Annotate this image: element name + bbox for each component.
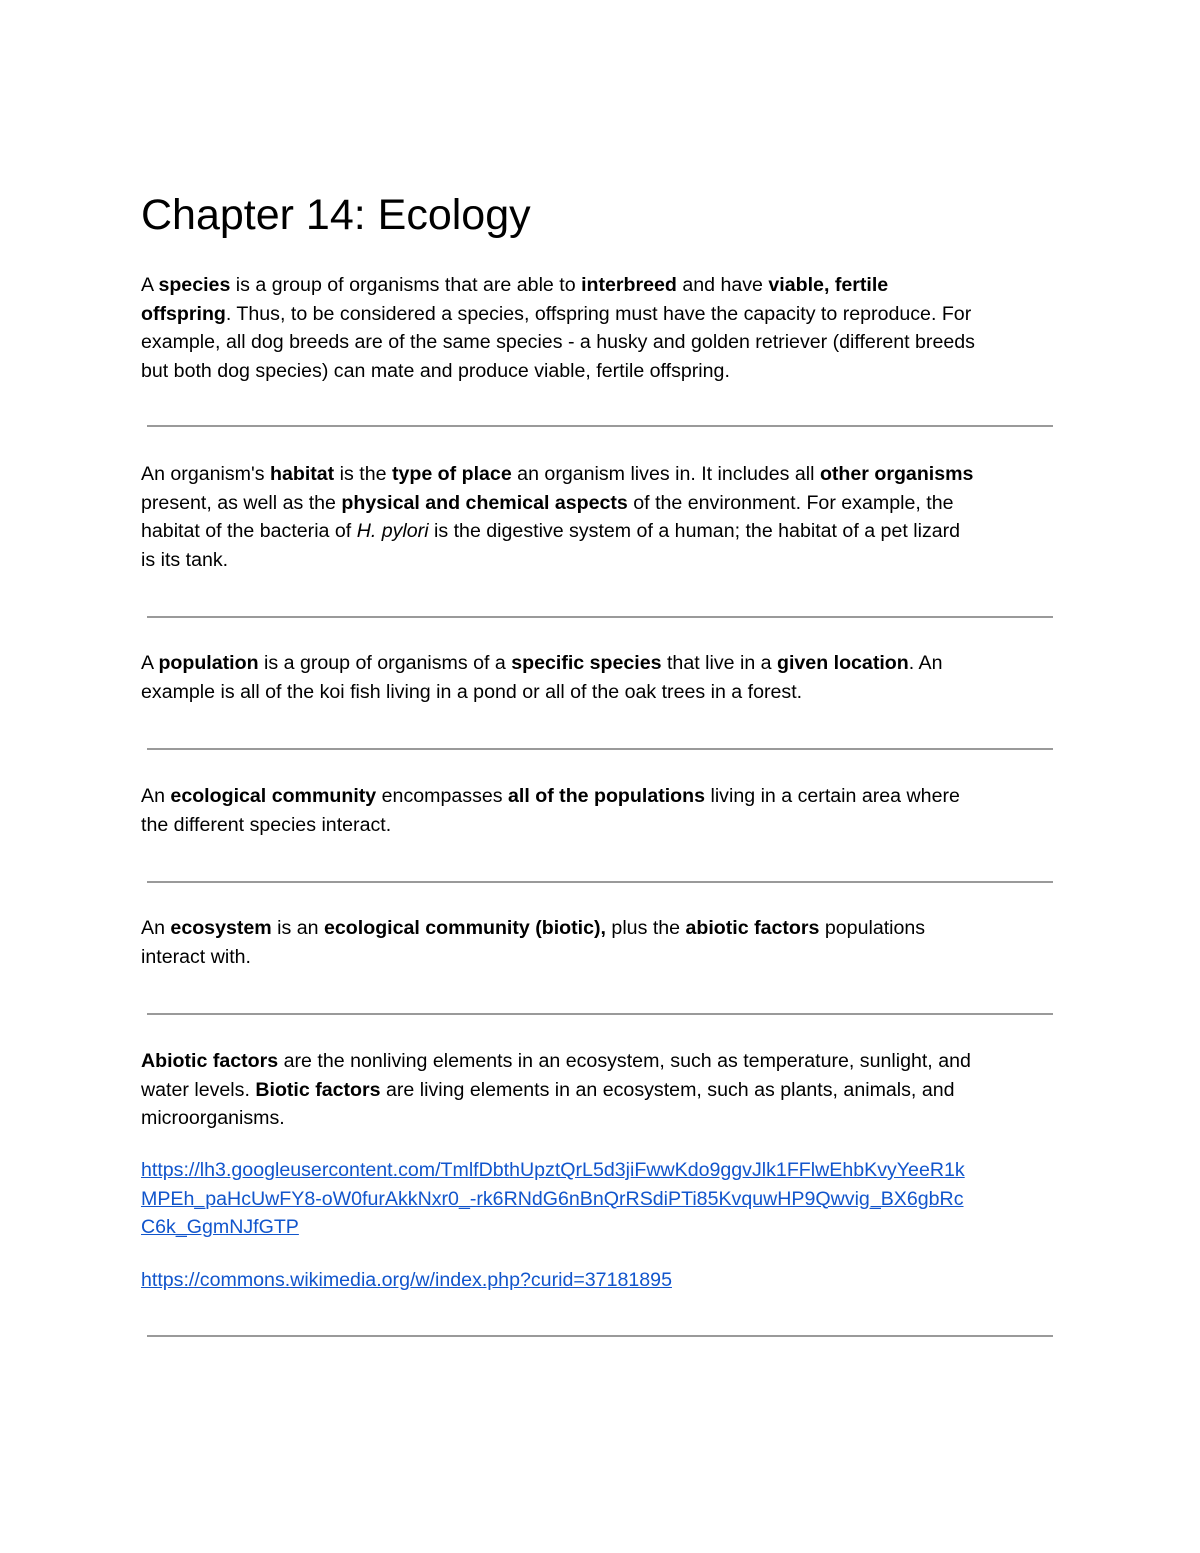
text-run: . Thus, to be considered a species, offspring must have the capacity to reproduce. For <box>225 302 972 325</box>
text-line: is its tank. <box>141 549 229 572</box>
text-line <box>141 489 1071 518</box>
text-line <box>141 1047 1071 1076</box>
text-line: but both dog species) can mate and produce viable, fertile offspring. <box>141 360 730 383</box>
section-divider <box>147 1013 1053 1015</box>
text-line <box>141 300 1071 329</box>
link-line[interactable]: C6k_GgmNJfGTP <box>141 1216 299 1239</box>
species-paragraph <box>141 271 1071 386</box>
term-viable-fertile: viable, fertile <box>768 274 889 296</box>
section-divider <box>147 616 1053 618</box>
text-line <box>141 517 1071 546</box>
term-species: species <box>158 274 231 296</box>
text-line: example, all dog breeds are of the same species - a husky and golden retriever (different breeds <box>141 331 975 354</box>
term-h-pylori: H. pylori <box>356 520 429 543</box>
text-run: is an <box>271 917 325 939</box>
text-run: is the <box>334 463 392 485</box>
term-all-populations: all of the populations <box>508 785 706 807</box>
text-run: encompasses <box>376 785 508 807</box>
text-run: habitat of the bacteria of <box>141 520 357 543</box>
text-run: of the environment. For example, the <box>627 491 954 514</box>
term-other-organisms: other organisms <box>819 463 974 485</box>
page-title: Chapter 14: Ecology <box>141 191 531 239</box>
term-habitat: habitat <box>269 463 335 485</box>
factors-paragraph <box>141 1047 1071 1133</box>
section-divider <box>147 1335 1053 1337</box>
term-type-of-place: type of place <box>391 463 512 485</box>
text-line <box>141 782 1071 811</box>
image-source-link-2[interactable] <box>141 1266 1071 1295</box>
ecosystem-paragraph <box>141 914 1071 971</box>
text-run: are the nonliving elements in an ecosystem, such as temperature, sunlight, and <box>278 1050 971 1072</box>
text-run: A <box>141 652 159 674</box>
text-line: the different species interact. <box>141 813 392 836</box>
text-line <box>141 649 1071 678</box>
community-paragraph <box>141 782 1071 839</box>
term-interbreed: interbreed <box>581 274 677 296</box>
text-run: water levels. <box>141 1078 256 1101</box>
term-ecosystem: ecosystem <box>170 917 272 939</box>
term-abiotic-factors: Abiotic factors <box>141 1050 279 1072</box>
text-run: is the digestive system of a human; the habitat of a pet lizard <box>428 520 961 543</box>
text-line <box>141 460 1071 489</box>
text-run: . An <box>908 652 943 674</box>
link-line[interactable]: https://commons.wikimedia.org/w/index.php?curid=37181895 <box>141 1269 672 1291</box>
text-run: are living elements in an ecosystem, such as plants, animals, and <box>380 1078 955 1101</box>
text-run: and have <box>676 274 769 296</box>
text-line <box>141 914 1071 943</box>
text-run: living in a certain area where <box>705 785 960 807</box>
text-run: An <box>141 917 171 939</box>
section-divider <box>147 425 1053 427</box>
text-run: is a group of organisms of a <box>258 652 512 674</box>
link-line[interactable]: https://lh3.googleusercontent.com/TmlfDbthUpztQrL5d3jiFwwKdo9ggvJlk1FFlwEhbKvyYeeR1k <box>141 1159 965 1181</box>
text-line: example is all of the koi fish living in a pond or all of the oak trees in a forest. <box>141 680 803 703</box>
text-run: populations <box>819 917 926 939</box>
term-offspring: offspring <box>141 302 226 325</box>
image-source-link-1[interactable] <box>141 1156 1071 1242</box>
text-run: A <box>141 274 159 296</box>
text-run: An organism's <box>141 463 270 485</box>
text-run: plus the <box>605 917 686 939</box>
section-divider <box>147 881 1053 883</box>
text-run: present, as well as the <box>141 491 342 514</box>
link-line[interactable]: MPEh_paHcUwFY8-oW0furAkkNxr0_-rk6RNdG6nBnQrRSdiPTi85KvquwHP9Qwvig_BX6gbRc <box>141 1187 964 1210</box>
text-run: is a group of organisms that are able to <box>230 274 582 296</box>
term-physical-chemical: physical and chemical aspects <box>341 491 628 514</box>
text-run: that live in a <box>661 652 777 674</box>
term-given-location: given location <box>777 652 909 674</box>
text-run: an organism lives in. It includes all <box>511 463 820 485</box>
text-line: microorganisms. <box>141 1107 285 1130</box>
term-ecological-community-biotic: ecological community (biotic), <box>324 917 606 939</box>
text-line <box>141 271 1071 300</box>
habitat-paragraph <box>141 460 1071 575</box>
term-biotic-factors: Biotic factors <box>255 1078 381 1101</box>
section-divider <box>147 748 1053 750</box>
text-line: interact with. <box>141 945 251 968</box>
term-specific-species: specific species <box>511 652 662 674</box>
population-paragraph <box>141 649 1071 706</box>
text-line <box>141 1076 1071 1105</box>
term-abiotic-factors: abiotic factors <box>685 917 820 939</box>
term-population: population <box>158 652 259 674</box>
term-ecological-community: ecological community <box>170 785 377 807</box>
text-run: An <box>141 785 171 807</box>
